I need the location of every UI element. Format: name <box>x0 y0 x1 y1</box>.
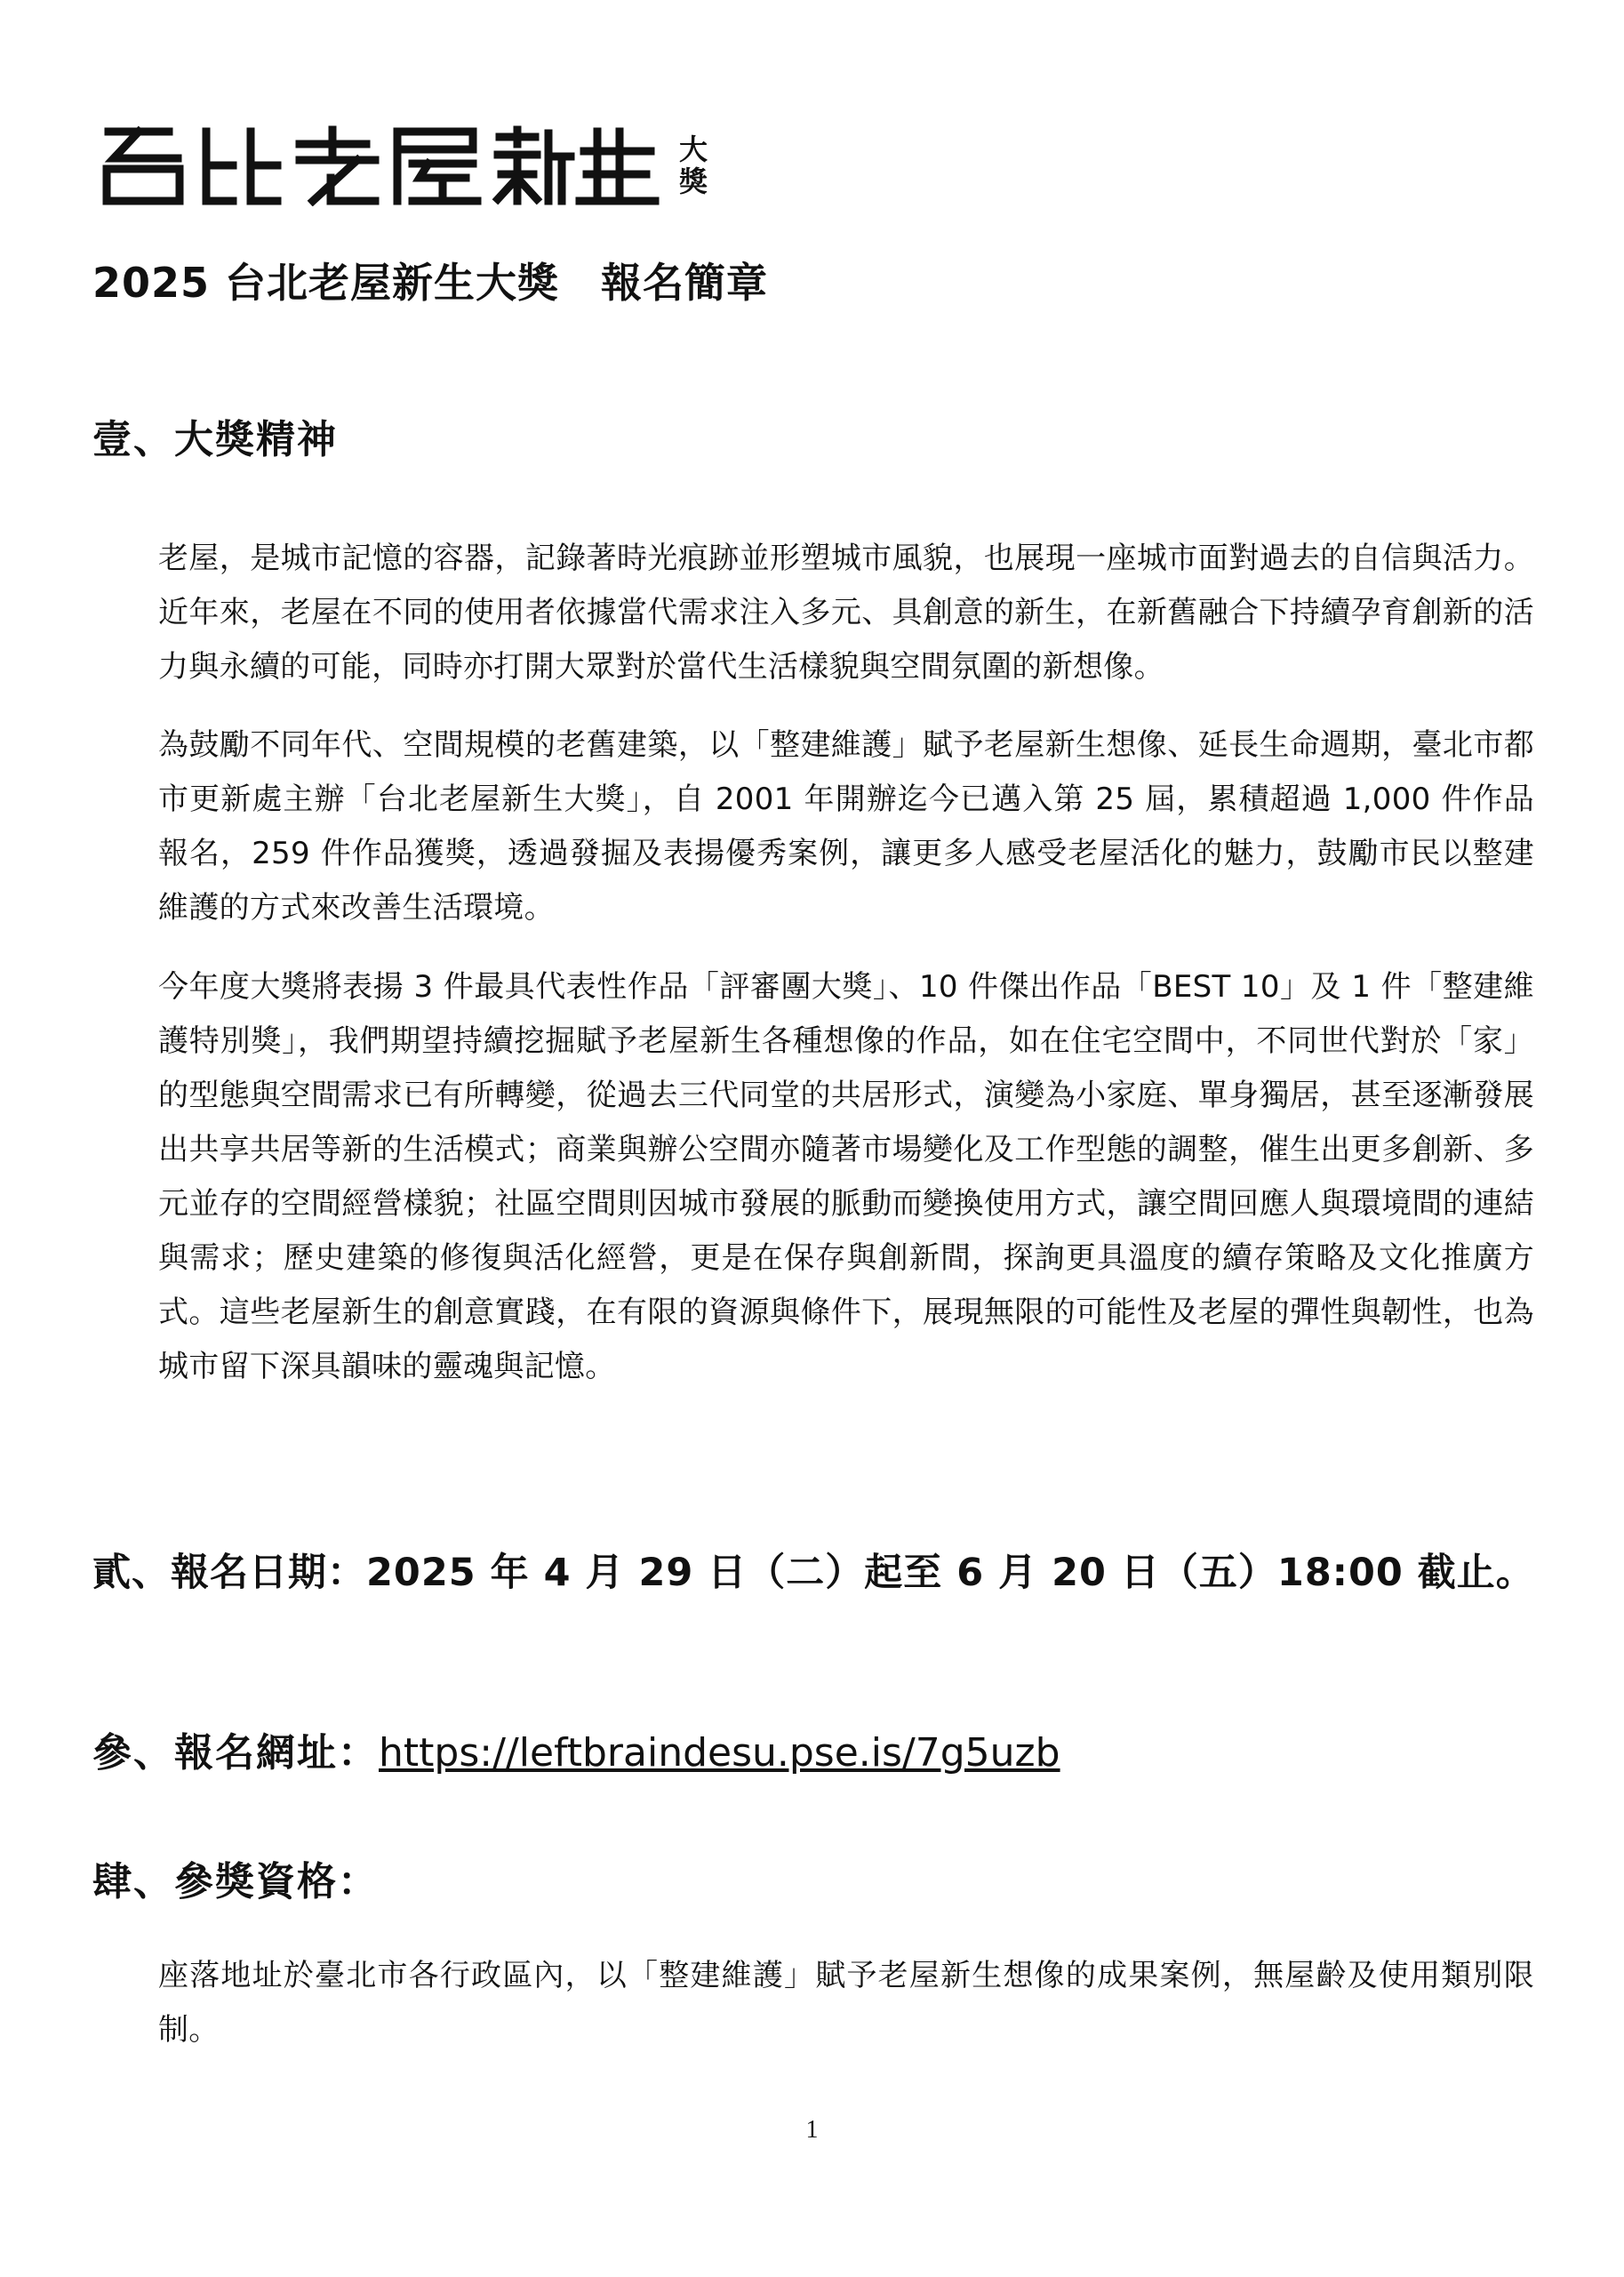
section-1-paragraph-2: 為鼓勵不同年代、空間規模的老舊建築，以「整建維護」賦予老屋新生想像、延長生命週期，臺北市都市更新處主辦「台北老屋新生大獎」，自 2001 年開辦迄今已邁入第 25 屆，累積超過 1,000 件作品報名，259 件作品獲獎，透過發掘及表揚優秀案例，讓更多人感受老屋活化的魅力，鼓勵市民以整建維護的方式來改善生活環境。 <box>158 727 1534 926</box>
document-title: 2025 台北老屋新生大獎 報名簡章 <box>92 259 769 307</box>
section-2-heading: 貳、報名日期：2025 年 4 月 29 日（二）起至 6 月 20 日（五）18:00 截止。 <box>92 1551 1535 1595</box>
logo-subtitle <box>679 133 708 197</box>
logo-sub-char-2: 獎 <box>679 164 708 198</box>
section-1-paragraph-1: 老屋，是城市記憶的容器，記錄著時光痕跡並形塑城市風貌，也展現一座城市面對過去的自信與活力。近年來，老屋在不同的使用者依據當代需求注入多元、具創意的新生，在新舊融合下持續孕育創新的活力與永續的可能，同時亦打開大眾對於當代生活樣貌與空間氛圍的新想像。 <box>158 541 1534 685</box>
section-4-paragraph: 座落地址於臺北市各行政區內，以「整建維護」賦予老屋新生想像的成果案例，無屋齡及使用類別限制。 <box>158 1958 1534 2048</box>
registration-link[interactable]: https://leftbraindesu.pse.is/7g5uzb <box>379 1730 1060 1776</box>
section-3-label: 參、報名網址： <box>92 1730 379 1776</box>
logo-sub-char-1: 大 <box>679 132 708 166</box>
section-4-heading: 肆、參獎資格： <box>92 1859 379 1904</box>
award-logo <box>100 124 708 206</box>
logo-wordmark <box>100 124 660 206</box>
section-3-heading <box>92 1720 1060 1777</box>
section-1-heading: 壹、大獎精神 <box>92 417 338 462</box>
section-1-paragraph-3: 今年度大獎將表揚 3 件最具代表性作品「評審團大獎」、10 件傑出作品「BEST 10」及 1 件「整建維護特別獎」，我們期望持續挖掘賦予老屋新生各種想像的作品，如在住宅空間中，不同世代對於「家」的型態與空間需求已有所轉變，從過去三代同堂的共居形式，演變為小家庭、單身獨居，甚至逐漸發展出共享共居等新的生活模式；商業與辦公空間亦隨著市場變化及工作型態的調整，催生出更多創新、多元並存的空間經營樣貌；社區空間則因城市發展的脈動而變換使用方式，讓空間回應人與環境間的連結與需求；歷史建築的修復與活化經營，更是在保存與創新間，探詢更具溫度的續存策略及文化推廣方式。這些老屋新生的創意實踐，在有限的資源與條件下，展現無限的可能性及老屋的彈性與韌性，也為城市留下深具韻味的靈魂與記憶。 <box>158 969 1534 1384</box>
page-number: 1 <box>805 2116 819 2144</box>
